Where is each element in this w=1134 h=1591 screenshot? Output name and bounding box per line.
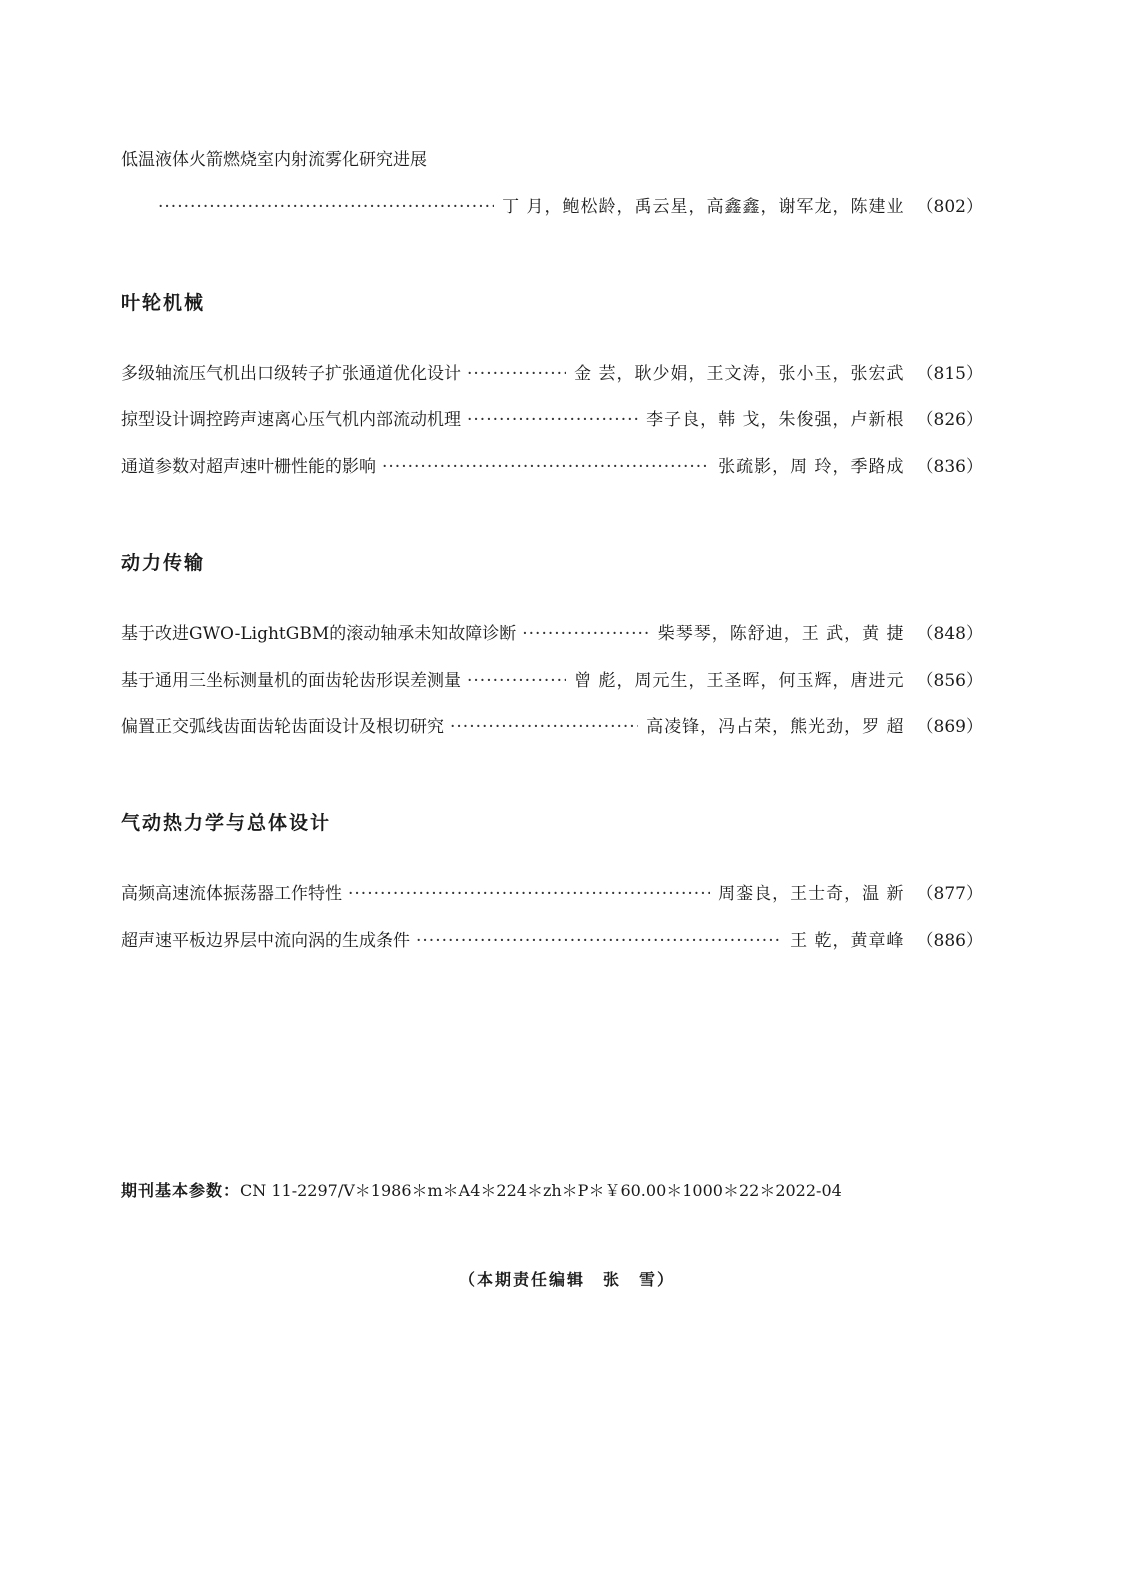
toc-entry-title-only [121,148,983,172]
dot-leader [348,882,710,906]
entry-page: （848） [916,624,983,644]
toc-entry [121,408,983,432]
toc-entry-authors-line [158,195,983,219]
entry-page: （826） [916,410,983,430]
toc-entry [121,362,983,386]
entry-title: 掠型设计调控跨声速离心压气机内部流动机理 [121,410,461,430]
entry-authors: 王 乾，黄章峰 [790,931,905,951]
entry-page: （856） [916,671,983,691]
entry-authors: 周銮良，王士奇，温 新 [718,884,905,904]
section-heading: 气动热力学与总体设计 [121,812,332,834]
entry-authors: 柴琴琴，陈舒迪，王 武，黄 捷 [657,624,905,644]
dot-leader [522,622,650,646]
params-label: 期刊基本参数： [121,1181,241,1200]
dot-leader [467,669,566,693]
dot-leader [158,195,494,219]
entry-authors: 丁 月，鲍松龄，禹云星，高鑫鑫，谢军龙，陈建业 [502,197,905,217]
dot-leader [467,408,638,432]
toc-entry [121,929,983,953]
entry-title: 通道参数对超声速叶栅性能的影响 [121,457,376,477]
entry-authors: 金 芸，耿少娟，王文涛，张小玉，张宏武 [574,364,905,384]
params-value: CN 11-2297/V＊1986＊m＊A4＊224＊zh＊P＊￥60.00＊1000＊22＊2022-04 [240,1181,842,1200]
entry-authors: 李子良，韩 戈，朱俊强，卢新根 [646,410,905,430]
entry-page: （836） [916,457,983,477]
toc-entry [121,455,983,479]
toc-entry [121,715,983,739]
entry-title: 超声速平板边界层中流向涡的生成条件 [121,931,410,951]
entry-title: 高频高速流体振荡器工作特性 [121,884,342,904]
dot-leader [450,715,638,739]
entry-title: 低温液体火箭燃烧室内射流雾化研究进展 [121,150,427,170]
entry-title: 多级轴流压气机出口级转子扩张通道优化设计 [121,364,461,384]
toc-entry [121,669,983,693]
section-heading: 动力传输 [121,552,206,574]
entry-page: （869） [916,717,983,737]
entry-authors: 曾 彪，周元生，王圣晖，何玉辉，唐进元 [574,671,905,691]
entry-title: 偏置正交弧线齿面齿轮齿面设计及根切研究 [121,717,444,737]
dot-leader [416,929,782,953]
entry-page: （877） [916,884,983,904]
entry-authors: 高凌锋，冯占荣，熊光劲，罗 超 [646,717,905,737]
toc-entry [121,882,983,906]
entry-title: 基于通用三坐标测量机的面齿轮齿形误差测量 [121,671,461,691]
entry-page: （815） [916,364,983,384]
editor-credit: （本期责任编辑 张 雪） [458,1270,675,1289]
toc-entry [121,622,983,646]
entry-page: （886） [916,931,983,951]
journal-parameters [121,1178,842,1201]
dot-leader [467,362,566,386]
dot-leader [382,455,710,479]
section-heading: 叶轮机械 [121,292,206,314]
entry-authors: 张疏影，周 玲，季路成 [718,457,905,477]
entry-title: 基于改进GWO-LightGBM的滚动轴承未知故障诊断 [121,624,517,644]
entry-page: （802） [916,197,983,217]
